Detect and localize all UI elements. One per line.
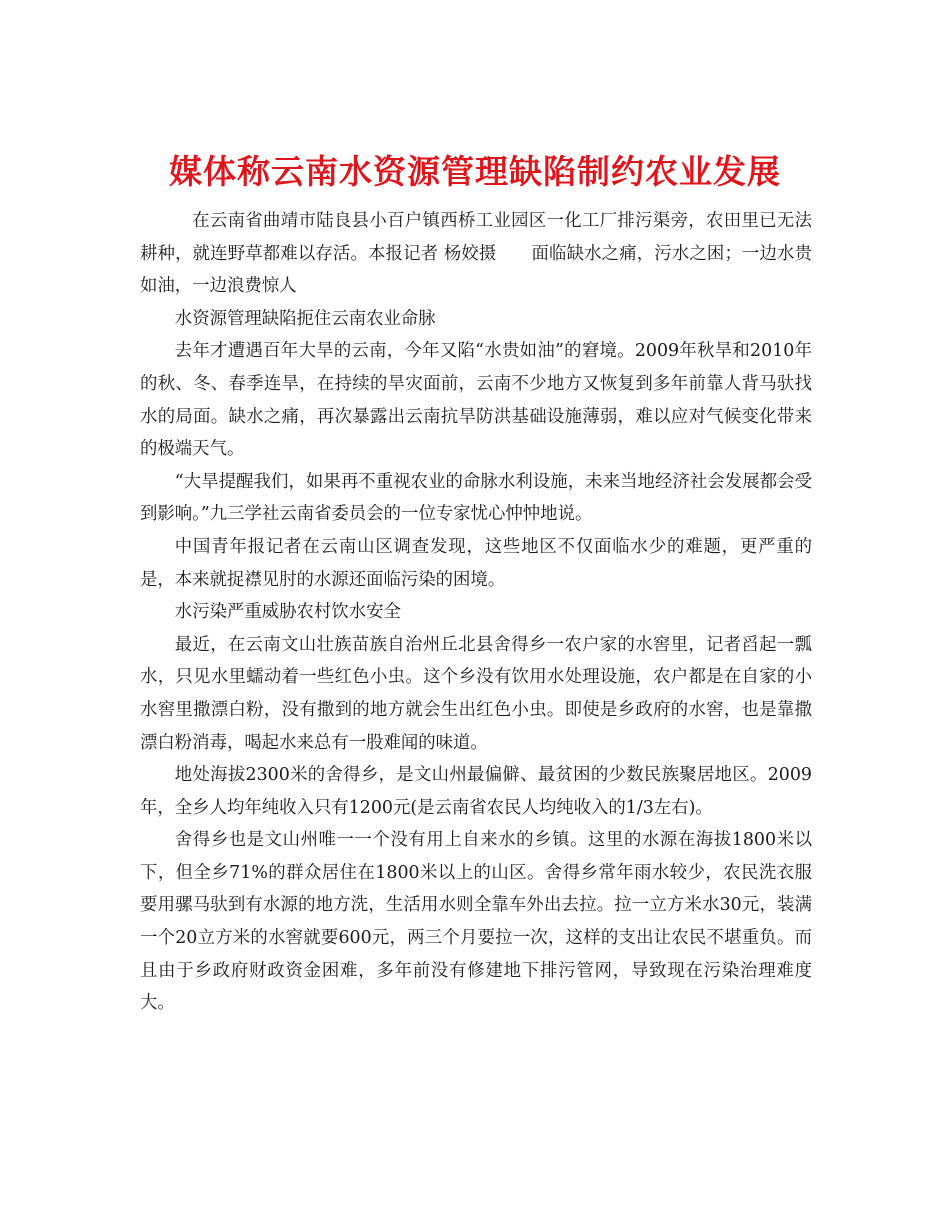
paragraph-intro: 在云南省曲靖市陆良县小百户镇西桥工业园区一化工厂排污渠旁，农田里已无法耕种，就连野草都难以存活。本报记者 杨姣摄 面临缺水之痛，污水之困；一边水贵如油，一边浪费惊人 <box>140 211 812 297</box>
paragraph-survey: 中国青年报记者在云南山区调查发现，这些地区不仅面临水少的难题，更严重的是，本来就捉襟见肘的水源还面临污染的困境。 <box>140 536 812 590</box>
paragraph-drought: 去年才遭遇百年大旱的云南，今年又陷“水贵如油”的窘境。2009年秋旱和2010年的秋、冬、春季连旱，在持续的旱灾面前，云南不少地方又恢复到多年前靠人背马驮找水的局面。缺水之痛，再次暴露出云南抗旱防洪基础设施薄弱，难以应对气候变化带来的极端天气。 <box>140 341 812 460</box>
article-body <box>140 205 812 1020</box>
paragraph-no-tap-water: 舍得乡也是文山州唯一一个没有用上自来水的乡镇。这里的水源在海拔1800米以下，但全乡71%的群众居住在1800米以上的山区。舍得乡常年雨水较少，农民洗衣服要用骡马驮到有水源的地方洗，生活用水则全靠车外出去拉。拉一立方米水30元，装满一个20立方米的水窖就要600元，两三个月要拉一次，这样的支出让农民不堪重负。而且由于乡政府财政资金困难，多年前没有修建地下排污管网，导致现在污染治理难度大。 <box>140 830 812 1014</box>
section-heading-management: 水资源管理缺陷扼住云南农业命脉 <box>174 308 436 329</box>
article-title: 媒体称云南水资源管理缺陷制约农业发展 <box>169 152 781 192</box>
paragraph-altitude-income: 地处海拔2300米的舍得乡，是文山州最偏僻、最贫困的少数民族聚居地区。2009年，全乡人均年纯收入只有1200元(是云南省农民人均纯收入的1/3左右)。 <box>140 765 812 818</box>
paragraph-water-cellar: 最近，在云南文山壮族苗族自治州丘北县舍得乡一农户家的水窖里，记者舀起一瓢水，只见水里蠕动着一些红色小虫。这个乡没有饮用水处理设施，农户都是在自家的小水窖里撒漂白粉，没有撒到的地方就会生出红色小虫。即使是乡政府的水窖，也是靠撒漂白粉消毒，喝起水来总有一股难闻的味道。 <box>140 634 812 753</box>
section-heading-pollution: 水污染严重威胁农村饮水安全 <box>174 602 401 623</box>
paragraph-expert-quote: “大旱提醒我们，如果再不重视农业的命脉水利设施，未来当地经济社会发展都会受到影响。”九三学社云南省委员会的一位专家忧心忡忡地说。 <box>140 471 812 525</box>
